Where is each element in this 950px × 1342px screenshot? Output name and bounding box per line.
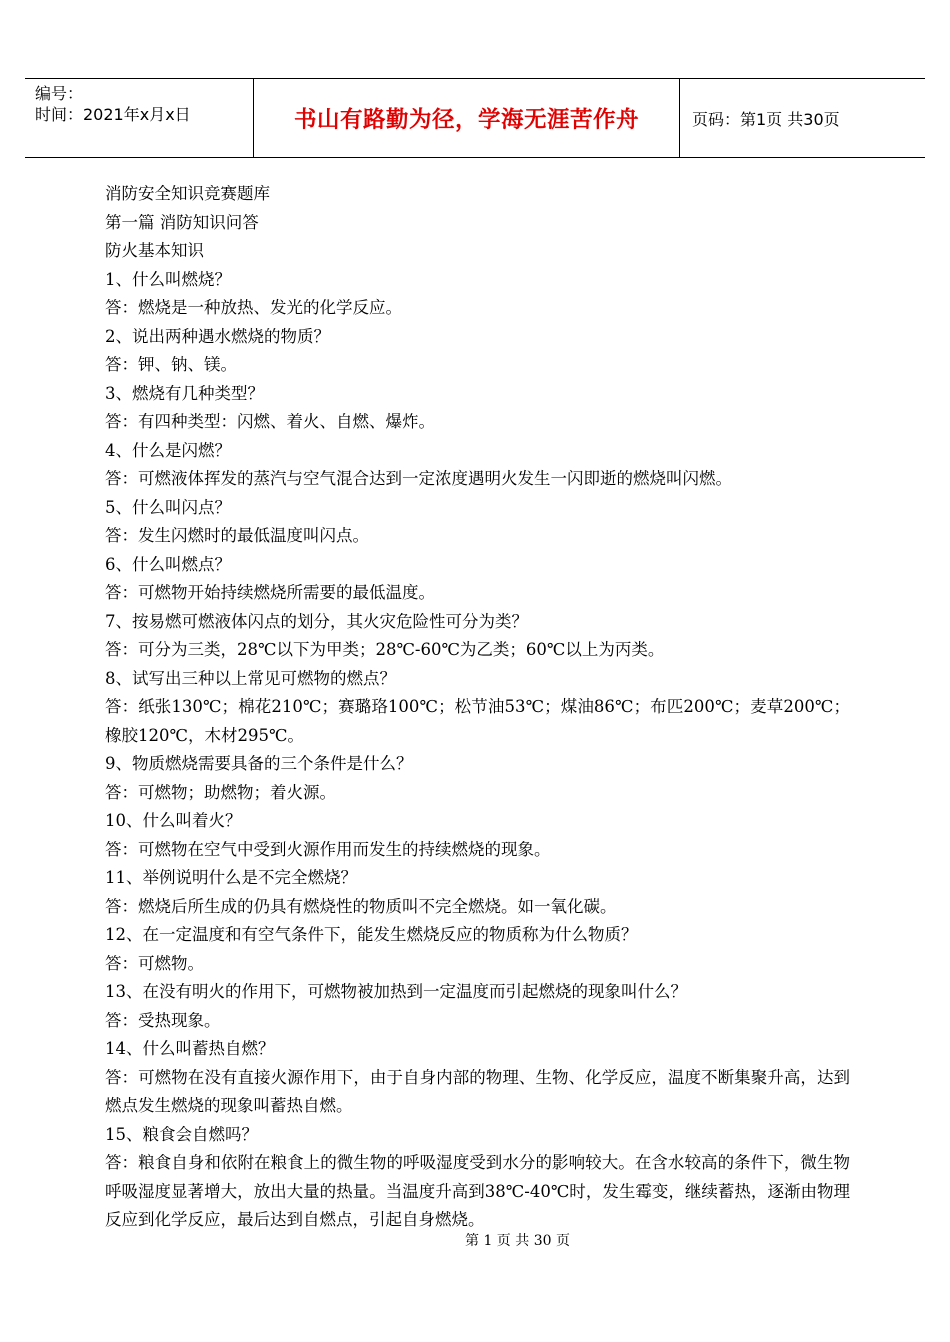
question: 14、什么叫蓄热自燃？: [105, 1039, 275, 1058]
answer: 答：可燃物开始持续燃烧所需要的最低温度。: [105, 583, 435, 602]
answer: 答：燃烧后所生成的仍具有燃烧性的物质叫不完全燃烧。如一氧化碳。: [105, 896, 617, 916]
answer: 答：可分为三类，28℃以下为甲类；28℃-60℃为乙类；60℃以上为丙类。: [105, 640, 665, 659]
answer: 答：粮食自身和依附在粮食上的微生物的呼吸湿度受到水分的影响较大。在含水较高的条件下，微生物呼吸湿度显著增大，放出大量的热量。当温度升高到38℃-40℃时，发生霉变，继续蓄热，逐渐由物理反应到化学反应，最后达到自燃点，引起自身燃烧。: [105, 1153, 850, 1229]
document-number-label: 编号：: [35, 84, 84, 103]
question: 5、什么叫闪点？: [105, 497, 231, 517]
question: 2、说出两种遇水燃烧的物质？: [105, 326, 330, 346]
question: 3、燃烧有几种类型？: [105, 383, 264, 403]
header-meta: [25, 79, 254, 157]
question: 1、什么叫燃烧？: [105, 269, 231, 289]
document-body: [105, 180, 850, 1235]
question: 15、粮食会自燃吗？: [105, 1124, 258, 1144]
page-header: [25, 78, 925, 158]
answer: 答：发生闪燃时的最低温度叫闪点。: [105, 526, 369, 545]
answer: 答：钾、钠、镁。: [105, 355, 237, 374]
question: 12、在一定温度和有空气条件下，能发生燃烧反应的物质称为什么物质？: [105, 925, 638, 944]
answer: 答：可燃液体挥发的蒸汽与空气混合达到一定浓度遇明火发生一闪即逝的燃烧叫闪燃。: [105, 469, 732, 488]
document-time-label: 时间：2021年x月x日: [35, 105, 191, 124]
question: 4、什么是闪燃？: [105, 440, 231, 460]
section-heading: 防火基本知识: [105, 241, 204, 260]
page-footer: 第 1 页 共 30 页: [465, 1233, 570, 1249]
header-page-info: 页码：第1页 共30页: [692, 109, 840, 129]
question: 8、试写出三种以上常见可燃物的燃点？: [105, 668, 396, 688]
answer: 答：纸张130℃；棉花210℃；赛璐珞100℃；松节油53℃；煤油86℃；布匹200℃；麦草200℃；橡胶120℃，木材295℃。: [105, 697, 850, 745]
question: 6、什么叫燃点？: [105, 554, 231, 574]
header-motto: 书山有路勤为径，学海无涯苦作舟: [254, 79, 680, 157]
answer: 答：有四种类型：闪燃、着火、自燃、爆炸。: [105, 412, 435, 431]
answer: 答：受热现象。: [105, 1010, 221, 1030]
answer: 答：可燃物。: [105, 953, 204, 973]
answer: 答：燃烧是一种放热、发光的化学反应。: [105, 298, 402, 317]
question: 9、物质燃烧需要具备的三个条件是什么？: [105, 754, 413, 773]
question: 10、什么叫着火？: [105, 811, 242, 830]
answer: 答：可燃物在空气中受到火源作用而发生的持续燃烧的现象。: [105, 839, 551, 859]
chapter-heading: 第一篇 消防知识问答: [105, 212, 259, 232]
document-title: 消防安全知识竞赛题库: [105, 184, 270, 203]
answer: 答：可燃物在没有直接火源作用下，由于自身内部的物理、生物、化学反应，温度不断集聚升高，达到燃点发生燃烧的现象叫蓄热自燃。: [105, 1067, 850, 1115]
question: 7、按易燃可燃液体闪点的划分，其火灾危险性可分为类？: [105, 611, 528, 631]
answer: 答：可燃物；助燃物；着火源。: [105, 782, 336, 802]
question: 11、举例说明什么是不完全燃烧？: [105, 868, 357, 887]
question: 13、在没有明火的作用下，可燃物被加热到一定温度而引起燃烧的现象叫什么？: [105, 982, 687, 1001]
